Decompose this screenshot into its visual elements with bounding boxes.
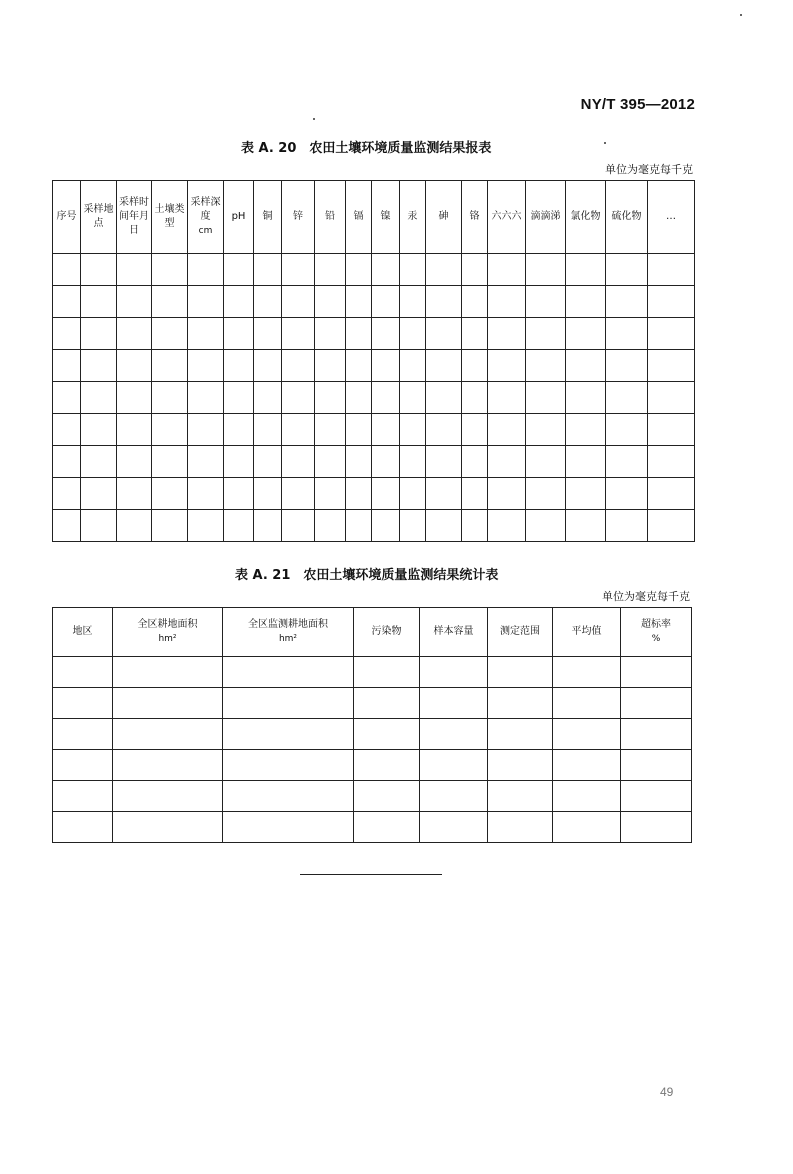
table-cell: [526, 382, 566, 414]
table-cell: [53, 688, 113, 719]
table-cell: [81, 478, 117, 510]
table-cell: [526, 414, 566, 446]
table-cell: [566, 382, 606, 414]
header-cr: 铬: [462, 181, 488, 254]
table-cell: [117, 318, 152, 350]
table-cell: [354, 719, 420, 750]
table-cell: [488, 719, 553, 750]
table-cell: [372, 350, 400, 382]
table-cell: [426, 382, 462, 414]
table-cell: [188, 318, 224, 350]
table-cell: [354, 812, 420, 843]
table-cell: [426, 414, 462, 446]
table-cell: [420, 812, 488, 843]
table-row: [53, 382, 695, 414]
table-cell: [53, 781, 113, 812]
table-cell: [372, 254, 400, 286]
table-cell: [117, 446, 152, 478]
table-cell: [372, 286, 400, 318]
table-cell: [224, 254, 254, 286]
table-cell: [346, 350, 372, 382]
table-cell: [152, 510, 188, 542]
header-ddt: 滴滴涕: [526, 181, 566, 254]
table-cell: [346, 318, 372, 350]
table-cell: [315, 254, 346, 286]
table-cell: [488, 750, 553, 781]
table-cell: [621, 750, 692, 781]
table-cell: [488, 478, 526, 510]
header-ph: pH: [224, 181, 254, 254]
table-cell: [315, 446, 346, 478]
table-cell: [224, 478, 254, 510]
table-cell: [526, 350, 566, 382]
table-row: [53, 688, 692, 719]
table-cell: [346, 382, 372, 414]
header-sample-size: 样本容量: [420, 608, 488, 657]
table-cell: [53, 750, 113, 781]
header-sulfide: 硫化物: [606, 181, 648, 254]
table-cell: [152, 382, 188, 414]
header-zn: 锌: [282, 181, 315, 254]
table-cell: [526, 510, 566, 542]
table-cell: [53, 382, 81, 414]
header-pollutant: 污染物: [354, 608, 420, 657]
table-cell: [488, 812, 553, 843]
header-region: 地区: [53, 608, 113, 657]
table-cell: [315, 510, 346, 542]
header-hch: 六六六: [488, 181, 526, 254]
table-cell: [426, 478, 462, 510]
table-cell: [372, 446, 400, 478]
table-cell: [315, 350, 346, 382]
table-cell: [188, 446, 224, 478]
table-cell: [224, 286, 254, 318]
table-cell: [224, 510, 254, 542]
table-cell: [566, 318, 606, 350]
table-row: [53, 478, 695, 510]
table-cell: [526, 318, 566, 350]
table-cell: [621, 812, 692, 843]
header-monitored-area-label: 全区监测耕地面积: [248, 619, 328, 630]
header-monitored-area-unit: hm²: [278, 634, 298, 644]
table-cell: [426, 350, 462, 382]
table-cell: [224, 446, 254, 478]
header-depth: [188, 181, 224, 254]
header-exceed-rate: [621, 608, 692, 657]
table-cell: [648, 382, 695, 414]
table-row: [53, 414, 695, 446]
table-cell: [152, 318, 188, 350]
table-cell: [282, 382, 315, 414]
table-cell: [223, 781, 354, 812]
table-cell: [648, 478, 695, 510]
header-range: 测定范围: [488, 608, 553, 657]
table-cell: [566, 286, 606, 318]
header-mean: 平均值: [553, 608, 621, 657]
table-cell: [113, 657, 223, 688]
table-cell: [621, 781, 692, 812]
table-cell: [188, 286, 224, 318]
table-cell: [488, 382, 526, 414]
table-cell: [81, 446, 117, 478]
table-cell: [53, 350, 81, 382]
table-cell: [282, 350, 315, 382]
table-cell: [488, 318, 526, 350]
table-cell: [188, 350, 224, 382]
table-cell: [606, 350, 648, 382]
table-cell: [346, 286, 372, 318]
table-cell: [53, 254, 81, 286]
header-monitored-area: [223, 608, 354, 657]
table-cell: [113, 781, 223, 812]
table-cell: [224, 414, 254, 446]
table-cell: [254, 286, 282, 318]
table-cell: [315, 478, 346, 510]
table-cell: [282, 286, 315, 318]
table-cell: [282, 318, 315, 350]
table-cell: [117, 478, 152, 510]
table-cell: [346, 478, 372, 510]
table-cell: [426, 510, 462, 542]
table-cell: [566, 446, 606, 478]
standard-code: NY/T 395—2012: [580, 96, 695, 113]
table-cell: [354, 781, 420, 812]
table-cell: [420, 781, 488, 812]
table-cell: [53, 657, 113, 688]
scan-speck: [604, 142, 606, 144]
table-cell: [526, 446, 566, 478]
table-cell: [553, 657, 621, 688]
table-cell: [223, 719, 354, 750]
table-cell: [606, 286, 648, 318]
table-cell: [152, 254, 188, 286]
table-cell: [526, 286, 566, 318]
table-cell: [282, 478, 315, 510]
table-cell: [420, 719, 488, 750]
table-cell: [426, 286, 462, 318]
table-cell: [462, 254, 488, 286]
table-cell: [224, 318, 254, 350]
table-row: [53, 318, 695, 350]
table-cell: [223, 688, 354, 719]
table-cell: [315, 382, 346, 414]
table-a20-header-row: [53, 181, 695, 254]
table-cell: [254, 414, 282, 446]
table-cell: [282, 446, 315, 478]
table-cell: [113, 812, 223, 843]
table-cell: [53, 510, 81, 542]
table-cell: [462, 318, 488, 350]
header-cu: 铜: [254, 181, 282, 254]
table-row: [53, 350, 695, 382]
header-cd: 镉: [346, 181, 372, 254]
table-cell: [254, 382, 282, 414]
table-cell: [188, 414, 224, 446]
header-serial: 序号: [53, 181, 81, 254]
table-cell: [315, 414, 346, 446]
table-cell: [354, 750, 420, 781]
table-cell: [113, 719, 223, 750]
table-cell: [488, 510, 526, 542]
table-cell: [488, 781, 553, 812]
table-cell: [648, 510, 695, 542]
table-cell: [117, 382, 152, 414]
table-cell: [113, 750, 223, 781]
table-cell: [400, 286, 426, 318]
table-row: [53, 812, 692, 843]
table-cell: [117, 286, 152, 318]
table-cell: [606, 254, 648, 286]
table-a21: [52, 607, 692, 843]
table-cell: [53, 286, 81, 318]
table-cell: [462, 446, 488, 478]
table-cell: [53, 318, 81, 350]
table-cell: [648, 414, 695, 446]
table-cell: [117, 350, 152, 382]
table-cell: [488, 446, 526, 478]
table-row: [53, 781, 692, 812]
table-row: [53, 750, 692, 781]
table-cell: [152, 478, 188, 510]
table-cell: [420, 688, 488, 719]
page-number: 49: [660, 1085, 674, 1099]
table-cell: [621, 719, 692, 750]
table-cell: [254, 478, 282, 510]
table-cell: [81, 510, 117, 542]
table-cell: [224, 350, 254, 382]
table-cell: [462, 510, 488, 542]
header-exceed-rate-unit: %: [651, 634, 661, 644]
footer-rule: [300, 874, 442, 875]
table-a20-unit: 单位为毫克每千克: [605, 163, 693, 176]
header-depth-unit: cm: [198, 226, 213, 236]
table-cell: [426, 318, 462, 350]
table-a20-title: 表 A. 20 农田土壤环境质量监测结果报表: [241, 141, 492, 156]
table-cell: [372, 318, 400, 350]
table-cell: [606, 478, 648, 510]
table-cell: [372, 510, 400, 542]
header-farmland-area-label: 全区耕地面积: [137, 619, 198, 630]
table-cell: [346, 254, 372, 286]
table-cell: [346, 446, 372, 478]
table-cell: [282, 414, 315, 446]
table-cell: [254, 350, 282, 382]
scan-speck: [313, 118, 315, 120]
table-cell: [553, 781, 621, 812]
table-cell: [81, 286, 117, 318]
table-cell: [621, 657, 692, 688]
table-cell: [188, 478, 224, 510]
table-cell: [223, 750, 354, 781]
header-chloride: 氯化物: [566, 181, 606, 254]
table-cell: [53, 478, 81, 510]
table-cell: [81, 254, 117, 286]
table-cell: [648, 254, 695, 286]
table-cell: [400, 350, 426, 382]
table-cell: [462, 478, 488, 510]
table-cell: [648, 350, 695, 382]
table-cell: [526, 254, 566, 286]
table-cell: [188, 254, 224, 286]
table-cell: [462, 286, 488, 318]
table-cell: [152, 286, 188, 318]
table-cell: [606, 446, 648, 478]
table-a20: [52, 180, 695, 542]
table-cell: [346, 414, 372, 446]
table-cell: [566, 478, 606, 510]
table-row: [53, 254, 695, 286]
table-cell: [488, 688, 553, 719]
table-cell: [426, 446, 462, 478]
table-cell: [553, 688, 621, 719]
table-cell: [117, 414, 152, 446]
header-site: 采样地点: [81, 181, 117, 254]
table-cell: [553, 719, 621, 750]
table-cell: [400, 318, 426, 350]
scan-speck: [740, 14, 742, 16]
table-cell: [488, 657, 553, 688]
table-cell: [606, 318, 648, 350]
table-cell: [282, 254, 315, 286]
table-cell: [488, 414, 526, 446]
table-cell: [372, 478, 400, 510]
header-soil: 土壤类型: [152, 181, 188, 254]
table-cell: [648, 446, 695, 478]
table-cell: [152, 350, 188, 382]
table-cell: [81, 318, 117, 350]
table-cell: [81, 382, 117, 414]
table-cell: [81, 414, 117, 446]
table-cell: [372, 414, 400, 446]
table-cell: [621, 688, 692, 719]
table-a21-unit: 单位为毫克每千克: [602, 590, 690, 603]
table-cell: [53, 812, 113, 843]
table-cell: [606, 414, 648, 446]
table-cell: [606, 382, 648, 414]
header-exceed-rate-label: 超标率: [641, 619, 671, 630]
table-row: [53, 657, 692, 688]
table-cell: [113, 688, 223, 719]
table-cell: [282, 510, 315, 542]
table-cell: [488, 254, 526, 286]
table-cell: [254, 510, 282, 542]
table-cell: [354, 657, 420, 688]
table-cell: [566, 254, 606, 286]
table-cell: [566, 350, 606, 382]
table-cell: [488, 286, 526, 318]
table-cell: [426, 254, 462, 286]
table-cell: [188, 510, 224, 542]
header-more: …: [648, 181, 695, 254]
table-cell: [400, 382, 426, 414]
table-row: [53, 446, 695, 478]
table-cell: [81, 350, 117, 382]
table-row: [53, 510, 695, 542]
table-cell: [400, 510, 426, 542]
table-cell: [400, 414, 426, 446]
table-cell: [346, 510, 372, 542]
table-row: [53, 719, 692, 750]
table-cell: [53, 446, 81, 478]
header-depth-label: 采样深度: [190, 197, 221, 222]
table-cell: [553, 812, 621, 843]
table-cell: [420, 657, 488, 688]
table-cell: [53, 719, 113, 750]
table-cell: [354, 688, 420, 719]
table-cell: [648, 318, 695, 350]
table-cell: [117, 510, 152, 542]
table-cell: [420, 750, 488, 781]
table-cell: [400, 254, 426, 286]
table-cell: [224, 382, 254, 414]
header-pb: 铅: [315, 181, 346, 254]
table-cell: [526, 478, 566, 510]
table-cell: [315, 318, 346, 350]
table-cell: [462, 350, 488, 382]
table-cell: [152, 414, 188, 446]
table-cell: [488, 350, 526, 382]
table-cell: [152, 446, 188, 478]
table-cell: [254, 254, 282, 286]
header-time: 采样时间年月日: [117, 181, 152, 254]
header-ni: 镍: [372, 181, 400, 254]
table-cell: [606, 510, 648, 542]
table-cell: [188, 382, 224, 414]
table-a21-title: 表 A. 21 农田土壤环境质量监测结果统计表: [235, 568, 499, 583]
table-cell: [400, 446, 426, 478]
table-cell: [223, 812, 354, 843]
table-cell: [372, 382, 400, 414]
table-cell: [254, 446, 282, 478]
table-row: [53, 286, 695, 318]
table-a21-header-row: [53, 608, 692, 657]
table-cell: [462, 382, 488, 414]
header-farmland-area-unit: hm²: [158, 634, 177, 644]
table-cell: [315, 286, 346, 318]
header-as: 砷: [426, 181, 462, 254]
header-hg: 汞: [400, 181, 426, 254]
table-cell: [117, 254, 152, 286]
table-cell: [400, 478, 426, 510]
table-cell: [566, 510, 606, 542]
table-cell: [566, 414, 606, 446]
table-cell: [254, 318, 282, 350]
table-cell: [53, 414, 81, 446]
table-cell: [553, 750, 621, 781]
header-farmland-area: [113, 608, 223, 657]
table-cell: [223, 657, 354, 688]
table-cell: [462, 414, 488, 446]
table-cell: [648, 286, 695, 318]
